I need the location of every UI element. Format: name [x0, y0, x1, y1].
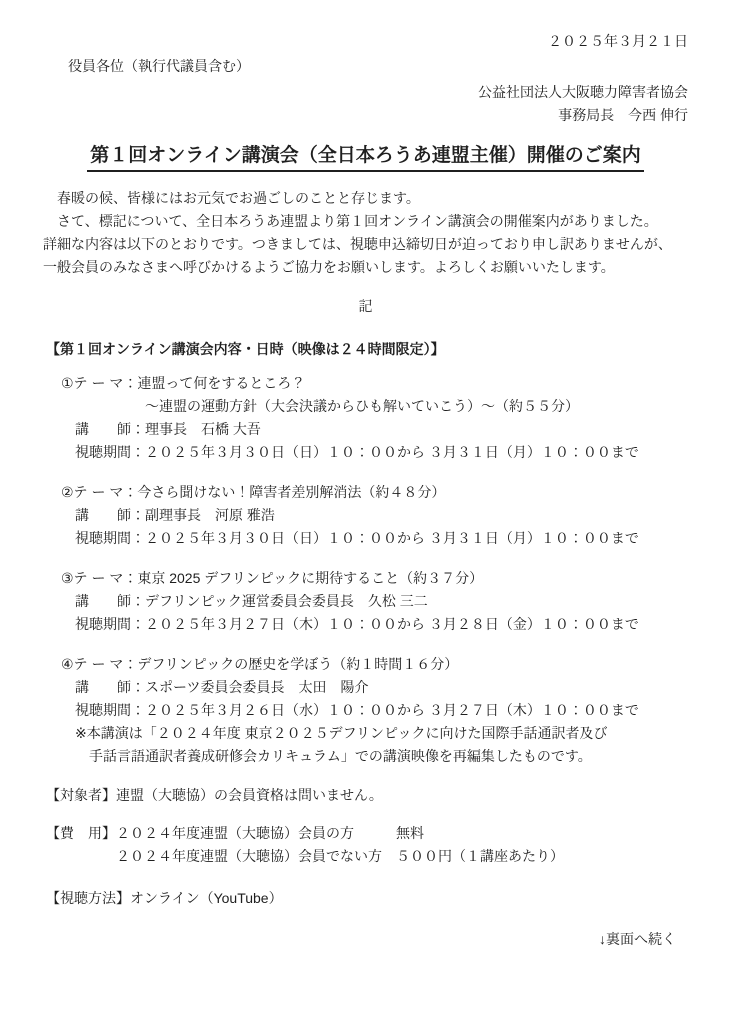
greeting-line: さて、標記について、全日本ろうあ連盟より第１回オンライン講演会の開催案内がありました。: [43, 213, 658, 229]
greeting-line: 詳細な内容は以下のとおりです。つきましては、視聴申込締切日が迫っており申し訳ありませんが、: [43, 236, 672, 252]
lecture-item-2: [43, 481, 688, 550]
recipient-line: 役員各位（執行代議員含む）: [68, 58, 250, 74]
sender-name: 事務局長 今西 伸行: [558, 107, 688, 123]
lecture-item-1: [43, 372, 688, 464]
fee-line: 【費 用】２０２４年度連盟（大聴協）会員の方 無料: [46, 825, 424, 841]
greeting-paragraph: [43, 187, 688, 279]
lecture-line: 視聴期間：２０２５年３月２６日（水）１０：００から ３月２７日（木）１０：００まで: [61, 702, 639, 718]
viewing-method-section: 【視聴方法】オンライン（YouTube）: [46, 890, 283, 906]
continue-next-page-note: ↓裏面へ続く: [599, 931, 676, 947]
lecture-line: 講 師：スポーツ委員会委員長 太田 陽介: [61, 679, 369, 695]
greeting-line: 一般会員のみなさまへ呼びかけるようご協力をお願いします。よろしくお願いいたします。: [43, 259, 615, 275]
lecture-line: 講 師：副理事長 河原 雅浩: [61, 507, 275, 523]
document-title: [43, 143, 688, 172]
content-heading: 【第１回オンライン講演会内容・日時（映像は２４時間限定）】: [46, 341, 445, 357]
lecture-line: 講 師：理事長 石橋 大吾: [61, 421, 261, 437]
lecture-line: ④テ ー マ：デフリンピックの歴史を学ぼう（約１時間１６分）: [61, 656, 459, 672]
lecture-line: ①テ ー マ：連盟って何をするところ？: [61, 375, 306, 391]
lecture-line: ②テ ー マ：今さら聞けない！障害者差別解消法（約４８分）: [61, 484, 446, 500]
fee-section: [43, 822, 688, 868]
lecture-item-4: [43, 653, 688, 768]
lecture-line: 視聴期間：２０２５年３月２７日（木）１０：００から ３月２８日（金）１０：００まで: [61, 616, 639, 632]
lecture-line: ～連盟の運動方針（大会決議からひも解いていこう）～（約５５分）: [61, 398, 579, 414]
lecture-line: ※本講演は「２０２４年度 東京２０２５デフリンピックに向けた国際手話通訳者及び: [61, 725, 608, 741]
lecture-line: 講 師：デフリンピック運営委員会委員長 久松 三二: [61, 593, 428, 609]
lecture-item-3: [43, 567, 688, 636]
lecture-line: 視聴期間：２０２５年３月３０日（日）１０：００から ３月３１日（月）１０：００まで: [61, 444, 639, 460]
organization-name: 公益社団法人大阪聴力障害者協会: [478, 84, 688, 100]
lecture-line: 手話言語通訳者養成研修会カリキュラム」での講演映像を再編集したものです。: [61, 748, 592, 764]
document-title-text: 第１回オンライン講演会（全日本ろうあ連盟主催）開催のご案内: [87, 143, 643, 172]
record-marker: 記: [358, 298, 373, 314]
lecture-line: ③テ ー マ：東京 2025 デフリンピックに期待すること（約３７分）: [61, 570, 484, 586]
fee-line: ２０２４年度連盟（大聴協）会員でない方 ５００円（１講座あたり）: [46, 848, 564, 864]
document-date: ２０２５年３月２１日: [548, 33, 688, 49]
audience-section: 【対象者】連盟（大聴協）の会員資格は問いません。: [46, 787, 383, 803]
greeting-line: 春暖の候、皆様にはお元気でお過ごしのことと存じます。: [43, 190, 420, 206]
lecture-line: 視聴期間：２０２５年３月３０日（日）１０：００から ３月３１日（月）１０：００まで: [61, 530, 639, 546]
